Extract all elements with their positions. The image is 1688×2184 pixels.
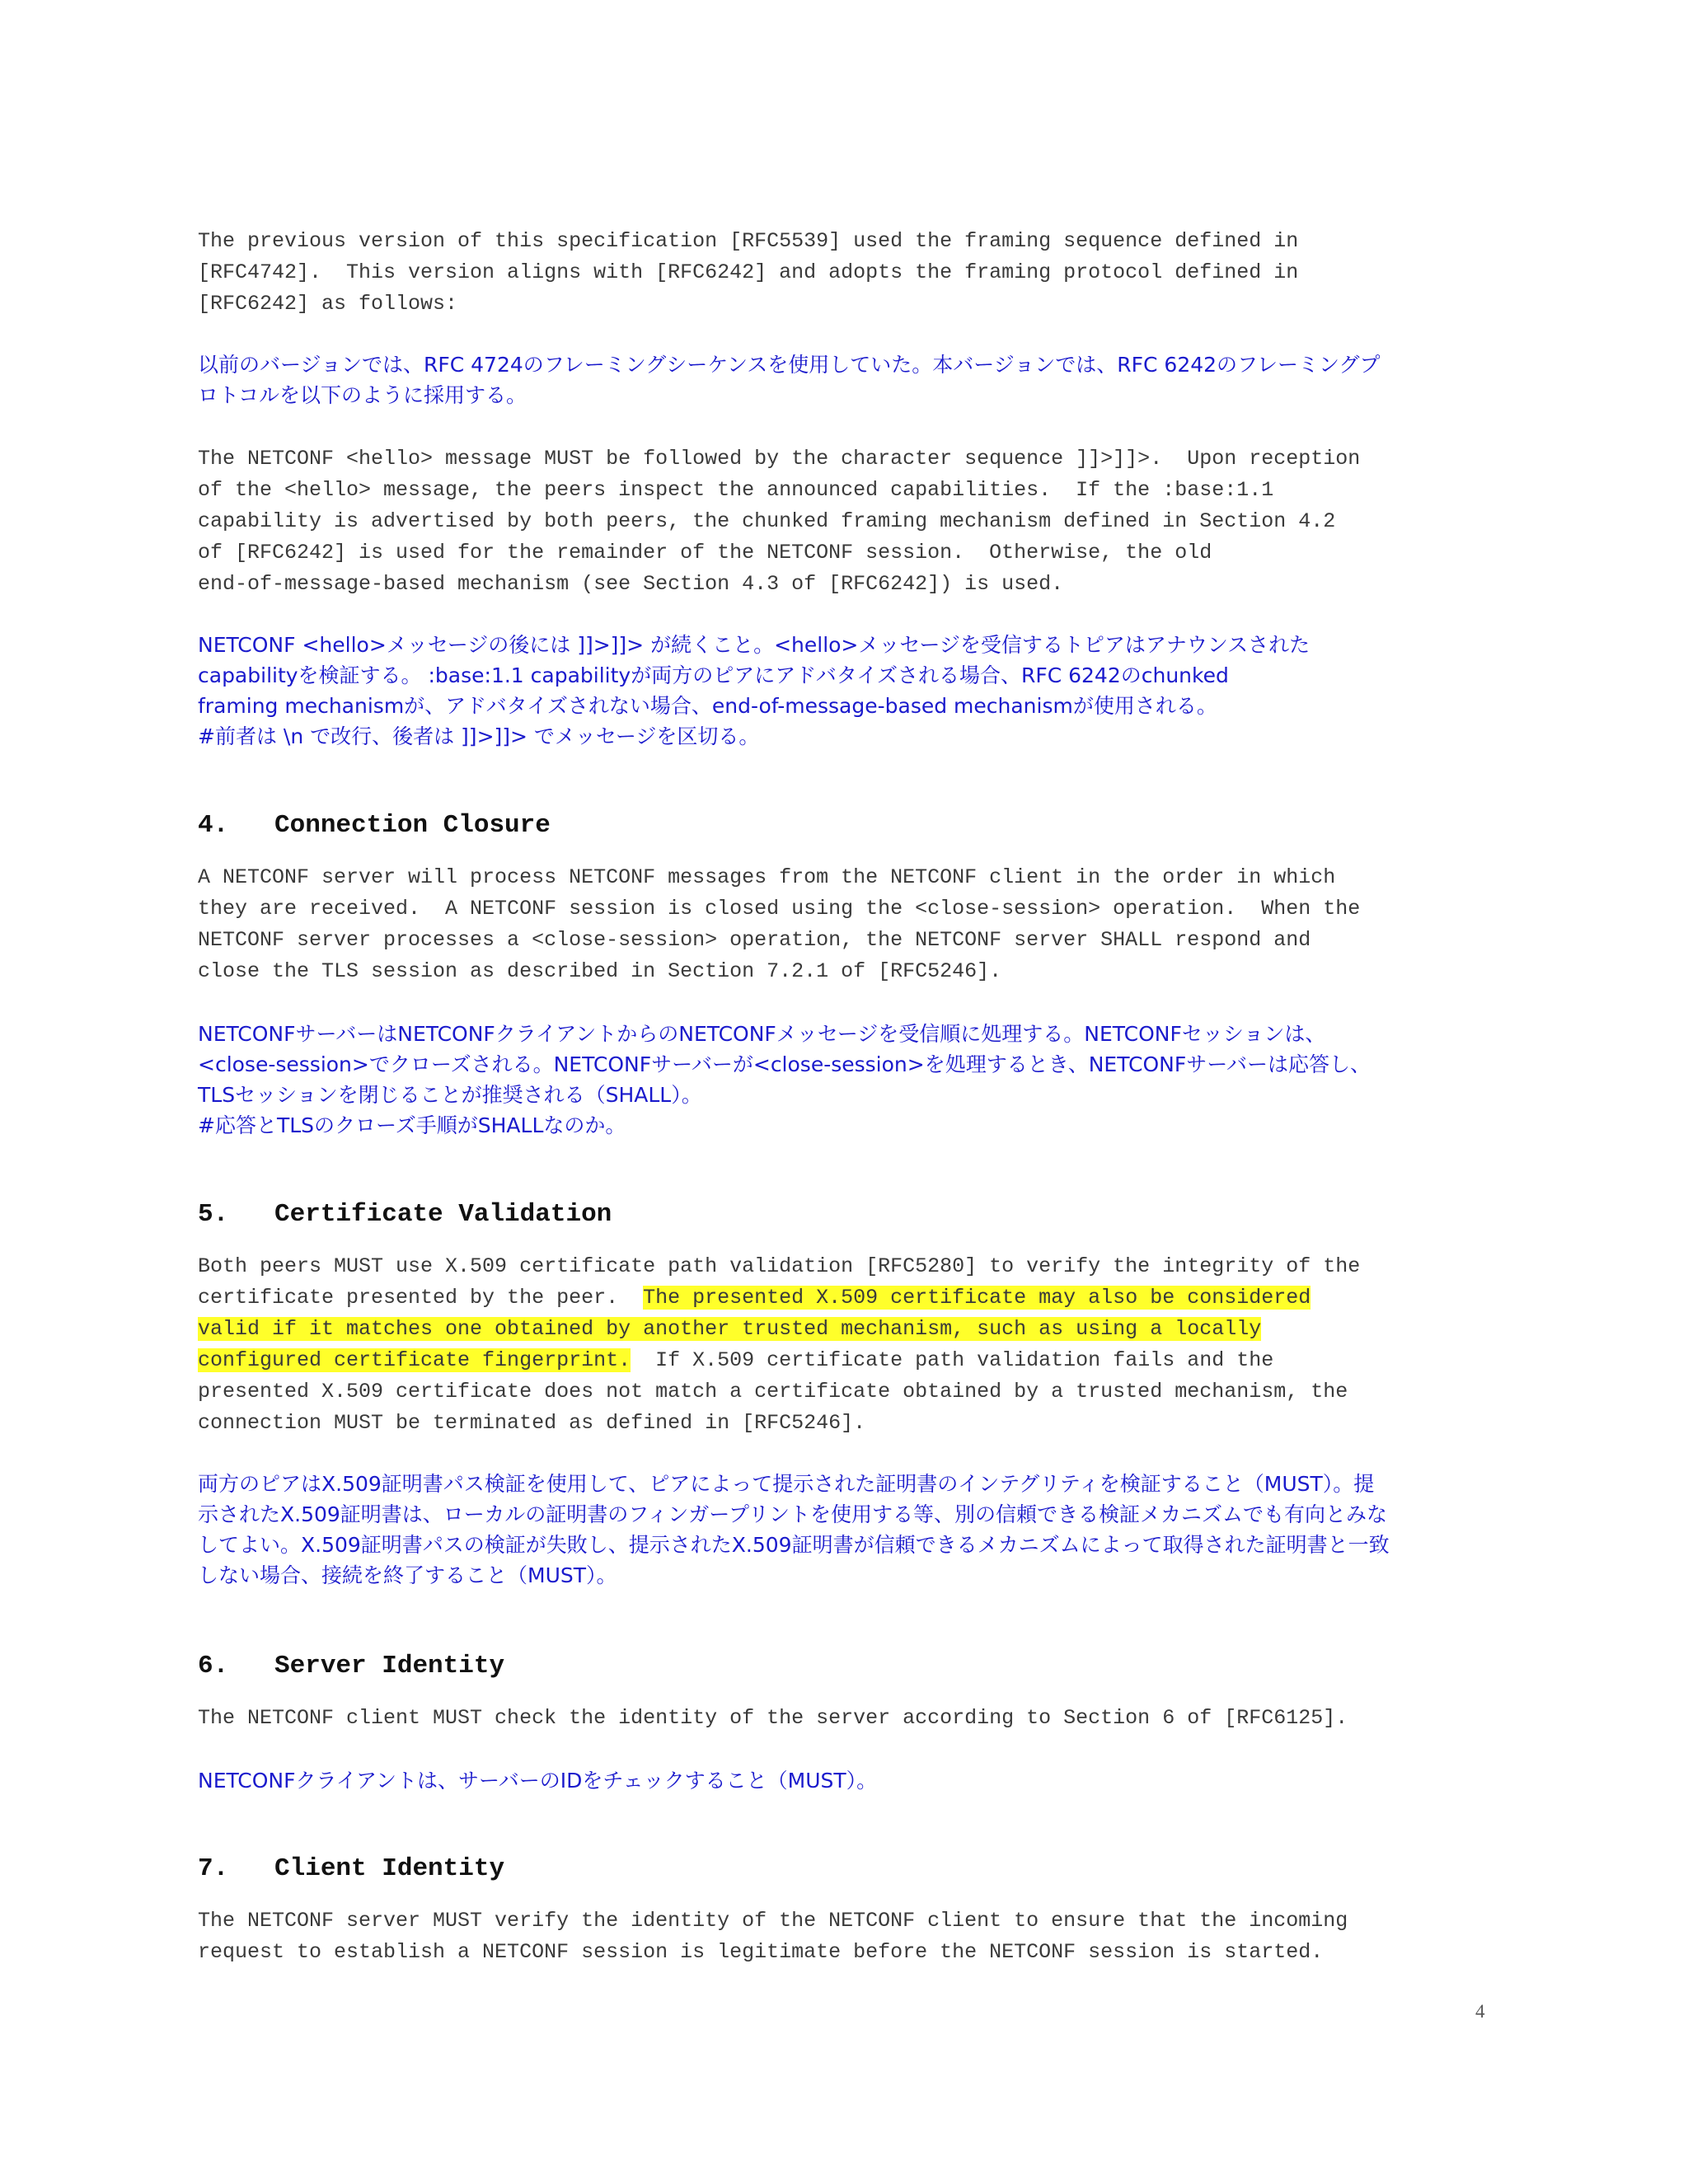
jp-line: <close-session>でクローズされる。NETCONFサーバーが<close-session>を処理するとき、NETCONFサーバーは応答し、 <box>198 1052 1371 1076</box>
jp-line: してよい。X.509証明書パスの検証が失敗し、提示されたX.509証明書が信頼できるメカニズムによって取得された証明書と一致 <box>198 1533 1390 1557</box>
highlighted-text: The presented X.509 certificate may also be considered <box>643 1286 1311 1310</box>
text-line: close the TLS session as described in Section 7.2.1 of [RFC5246]. <box>198 959 1002 983</box>
text-line: of [RFC6242] is used for the remainder of the NETCONF session. Otherwise, the old <box>198 541 1212 565</box>
section-heading-server-identity: 6. Server Identity <box>198 1652 505 1680</box>
jp-line: NETCONFクライアントは、サーバーのIDをチェックすること（MUST）。 <box>198 1769 878 1793</box>
jp-line: 両方のピアはX.509証明書パス検証を使用して、ピアによって提示された証明書のインテグリティを検証すること（MUST）。提 <box>198 1472 1375 1496</box>
jp-line: #応答とTLSのクローズ手順がSHALLなのか。 <box>198 1113 626 1137</box>
jp-line: #前者は \n で改行、後者は ]]>]]> でメッセージを区切る。 <box>198 724 760 748</box>
jp-line: capabilityを検証する。 :base:1.1 capabilityが両方のピアにアドバタイズされる場合、RFC 6242のchunked <box>198 663 1229 687</box>
jp-line: 示されたX.509証明書は、ローカルの証明書のフィンガープリントを使用する等、別の信頼できる検証メカニズムでも有向とみな <box>198 1502 1388 1526</box>
jp-line: NETCONFサーバーはNETCONFクライアントからのNETCONFメッセージを受信順に処理する。NETCONFセッションは、 <box>198 1022 1326 1046</box>
section-heading-certificate-validation: 5. Certificate Validation <box>198 1200 612 1229</box>
text-line: NETCONF server processes a <close-session> operation, the NETCONF server SHALL respond and <box>198 928 1311 952</box>
text-line: The NETCONF server MUST verify the identity of the NETCONF client to ensure that the incoming <box>198 1909 1348 1933</box>
text-span: certificate presented by the peer. <box>198 1286 644 1310</box>
text-line: [RFC6242] as follows: <box>198 292 458 316</box>
section-heading-connection-closure: 4. Connection Closure <box>198 811 551 840</box>
section-heading-client-identity: 7. Client Identity <box>198 1854 505 1883</box>
text-line <box>198 1314 1360 1345</box>
highlighted-text: valid if it matches one obtained by another trusted mechanism, such as using a locally <box>198 1317 1262 1341</box>
jp-line: framing mechanismが、アドバタイズされない場合、end-of-message-based mechanismが使用される。 <box>198 694 1217 718</box>
text-line: request to establish a NETCONF session is legitimate before the NETCONF session is started. <box>198 1940 1324 1964</box>
text-span: If X.509 certificate path validation fails and the <box>631 1348 1274 1372</box>
framing-paragraph-jp <box>198 349 1381 410</box>
text-line: The NETCONF client MUST check the identity of the server according to Section 6 of [RFC6125]. <box>198 1706 1348 1730</box>
hello-paragraph-jp <box>198 630 1310 752</box>
connection-closure-en <box>198 862 1360 987</box>
client-identity-en <box>198 1905 1348 1968</box>
jp-line: TLSセッションを閉じることが推奨される（SHALL）。 <box>198 1083 702 1107</box>
jp-line: しない場合、接続を終了すること（MUST）。 <box>198 1563 617 1587</box>
text-line: The NETCONF <hello> message MUST be followed by the character sequence ]]>]]>. Upon reception <box>198 447 1361 471</box>
highlighted-text: configured certificate fingerprint. <box>198 1348 631 1372</box>
text-line: The previous version of this specification [RFC5539] used the framing sequence defined in <box>198 229 1299 253</box>
page-number: 4 <box>1475 2001 1485 2022</box>
connection-closure-jp <box>198 1019 1371 1141</box>
text-line: A NETCONF server will process NETCONF messages from the NETCONF client in the order in which <box>198 865 1336 889</box>
text-line: end-of-message-based mechanism (see Section 4.3 of [RFC6242]) is used. <box>198 572 1064 596</box>
text-line: [RFC4742]. This version aligns with [RFC6242] and adopts the framing protocol defined in <box>198 260 1299 284</box>
server-identity-en <box>198 1703 1348 1734</box>
jp-line: ロトコルを以下のように採用する。 <box>198 383 528 407</box>
jp-line: 以前のバージョンでは、RFC 4724のフレーミングシーケンスを使用していた。本バージョンでは、RFC 6242のフレーミングプ <box>198 353 1381 377</box>
text-line <box>198 1345 1360 1376</box>
framing-paragraph-en <box>198 226 1298 320</box>
certificate-validation-jp <box>198 1469 1390 1591</box>
jp-line: NETCONF <hello>メッセージの後には ]]>]]> が続くこと。<hello>メッセージを受信するトピアはアナウンスされた <box>198 633 1311 657</box>
certificate-validation-en <box>198 1251 1360 1439</box>
text-line: capability is advertised by both peers, the chunked framing mechanism defined in Section 4.2 <box>198 509 1336 533</box>
text-line: presented X.509 certificate does not match a certificate obtained by a trusted mechanism, the <box>198 1380 1348 1404</box>
text-line: of the <hello> message, the peers inspect the announced capabilities. If the :base:1.1 <box>198 478 1274 502</box>
hello-paragraph-en <box>198 443 1360 600</box>
text-line: Both peers MUST use X.509 certificate path validation [RFC5280] to verify the integrity of the <box>198 1254 1361 1278</box>
text-line: connection MUST be terminated as defined in [RFC5246]. <box>198 1411 866 1435</box>
server-identity-jp <box>198 1765 877 1796</box>
text-line: they are received. A NETCONF session is closed using the <close-session> operation. When the <box>198 897 1361 921</box>
text-line <box>198 1282 1360 1314</box>
